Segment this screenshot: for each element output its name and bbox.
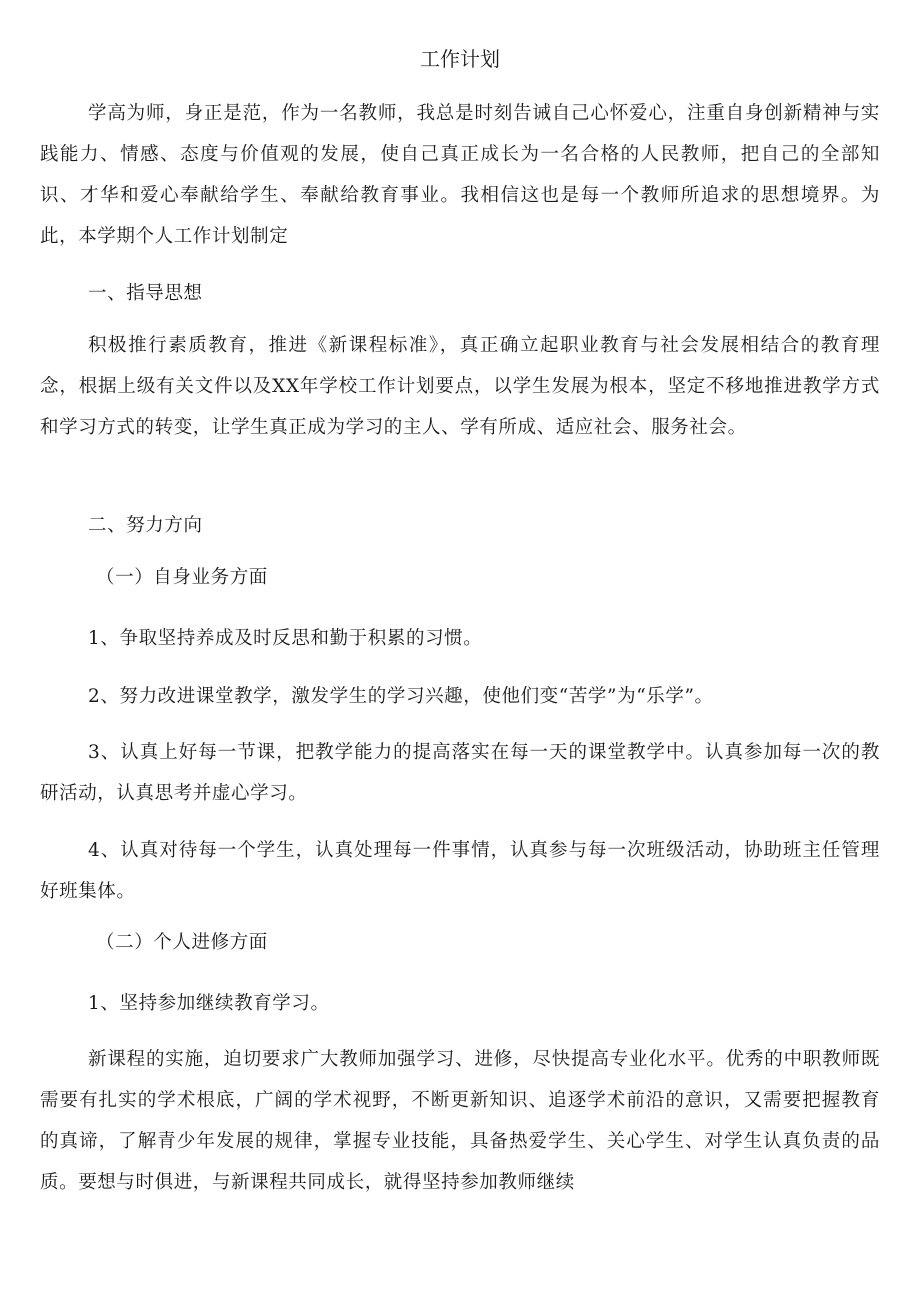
section1-paragraph: 积极推行素质教育，推进《新课程标准》，真正确立起职业教育与社会发展相结合的教育理念，根据上级有关文件以及XX年学校工作计划要点，以学生发展为根本，坚定不移地推进教学方式和学习方式的转变，让学生真正成为学习的主人、学有所成、适应社会、服务社会。 xyxy=(40,335,880,438)
sub1-item-3: 3、认真上好每一节课，把教学能力的提高落实在每一天的课堂教学中。认真参加每一次的教研活动，认真思考并虚心学习。 xyxy=(40,742,880,804)
sub2-heading: （二）个人进修方面 xyxy=(96,932,268,953)
section2-heading: 二、努力方向 xyxy=(88,515,203,536)
sub2-paragraph: 新课程的实施，迫切要求广大教师加强学习、进修，尽快提高专业化水平。优秀的中职教师既需要有扎实的学术根底，广阔的学术视野，不断更新知识、追逐学术前沿的意识，又需要把握教育的真谛，了解青少年发展的规律，掌握专业技能，具备热爱学生、关心学生、对学生认真负责的品质。要想与时俱进，与新课程共同成长，就得坚持参加教师继续 xyxy=(40,1049,880,1193)
sub1-heading: （一）自身业务方面 xyxy=(96,567,268,588)
sub1-item-2: 2、努力改进课堂教学，激发学生的学习兴趣，使他们变“苦学”为“乐学”。 xyxy=(88,686,714,707)
document-title: 工作计划 xyxy=(420,47,500,71)
sub1-item-4: 4、认真对待每一个学生，认真处理每一件事情，认真参与每一次班级活动，协助班主任管理好班集体。 xyxy=(40,840,880,902)
sub2-item-1: 1、坚持参加继续教育学习。 xyxy=(88,993,330,1014)
sub1-item-1: 1、争取坚持养成及时反思和勤于积累的习惯。 xyxy=(88,628,483,649)
section1-heading: 一、指导思想 xyxy=(88,283,203,304)
intro-paragraph: 学高为师，身正是范，作为一名教师，我总是时刻告诫自己心怀爱心，注重自身创新精神与实践能力、情感、态度与价值观的发展，使自己真正成长为一名合格的人民教师，把自己的全部知识、才华和爱心奉献给学生、奉献给教育事业。我相信这也是每一个教师所追求的思想境界。为此，本学期个人工作计划制定 xyxy=(40,103,880,247)
